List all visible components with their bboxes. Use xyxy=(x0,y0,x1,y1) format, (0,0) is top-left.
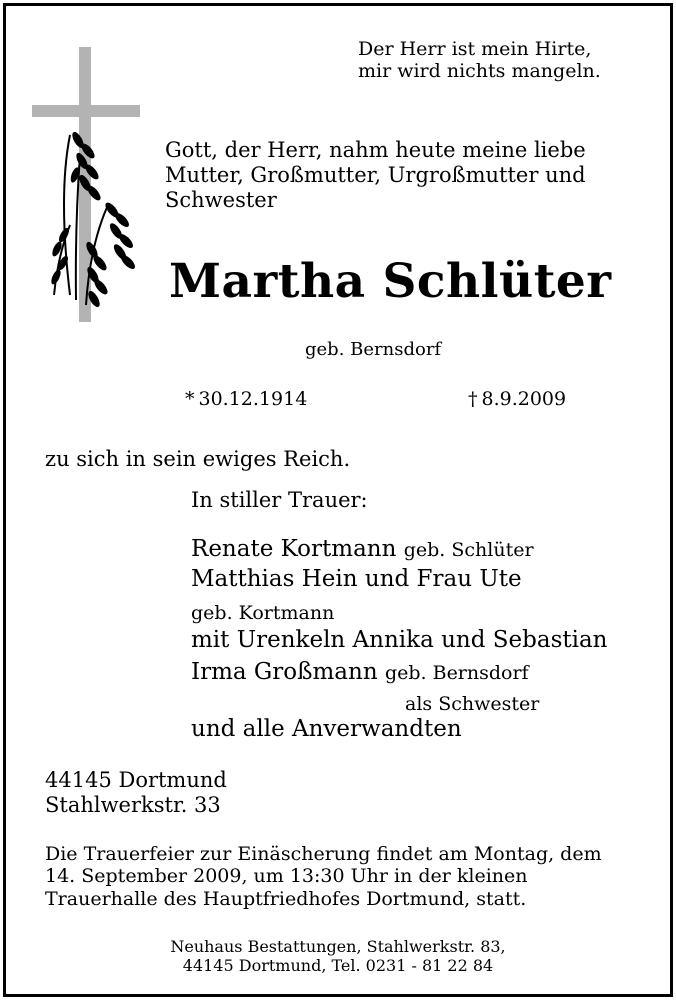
mourner-ute-maiden xyxy=(191,599,334,626)
cross-with-wheat-icon xyxy=(30,45,145,325)
birth-date-value: 30.12.1914 xyxy=(198,388,308,410)
mourner-irma-maiden: geb. Bernsdorf xyxy=(384,662,529,684)
mourner-renate-maiden: geb. Schlüter xyxy=(403,539,534,561)
death-date-value: 8.9.2009 xyxy=(481,388,567,410)
ceremony-line-2: 14. September 2009, um 13:30 Uhr in der kleinen xyxy=(45,865,528,888)
intro-line-3: Schwester xyxy=(165,187,277,212)
undertaker-line-2: 44145 Dortmund, Tel. 0231 - 81 22 84 xyxy=(182,955,494,975)
intro-line-1: Gott, der Herr, nahm heute meine liebe xyxy=(165,138,586,162)
cross-horizontal-beam xyxy=(32,105,140,117)
intro-line-2: Mutter, Großmutter, Urgroßmutter und xyxy=(165,162,586,187)
mourner-renate-name: Renate Kortmann xyxy=(191,536,397,562)
mourning-heading: In stiller Trauer: xyxy=(191,488,368,512)
psalm-verse-line-1: Der Herr ist mein Hirte, xyxy=(358,38,592,60)
wheat-ears xyxy=(49,130,137,309)
address-street: Stahlwerkstr. 33 xyxy=(45,792,221,817)
closing-line: zu sich in sein ewiges Reich. xyxy=(45,447,351,471)
mourner-renate xyxy=(191,536,534,563)
mourner-grandchildren: mit Urenkeln Annika und Sebastian xyxy=(191,627,608,653)
ceremony-notice xyxy=(45,843,602,910)
intro-text xyxy=(165,138,586,212)
deceased-name: Martha Schlüter xyxy=(169,254,612,309)
maiden-name: geb. Bernsdorf xyxy=(305,339,442,360)
psalm-verse xyxy=(358,38,601,83)
mourner-irma-name: Irma Großmann xyxy=(191,659,378,685)
undertaker-line-1: Neuhaus Bestattungen, Stahlwerkstr. 83, xyxy=(170,937,506,956)
birth-date xyxy=(185,388,307,410)
death-cross-icon: † xyxy=(468,388,478,410)
mourner-relatives: und alle Anverwandten xyxy=(191,716,462,742)
mourner-matthias: Matthias Hein und Frau Ute xyxy=(191,566,522,592)
mourner-ute-maiden-text: geb. Kortmann xyxy=(191,602,335,624)
family-address xyxy=(45,768,227,818)
psalm-verse-line-2: mir wird nichts mangeln. xyxy=(358,60,601,83)
death-date xyxy=(468,388,566,410)
mourner-irma-role xyxy=(405,690,539,717)
ceremony-line-1: Die Trauerfeier zur Einäscherung findet am Montag, dem xyxy=(45,843,602,865)
address-city: 44145 Dortmund xyxy=(45,768,227,792)
ceremony-line-3: Trauerhalle des Hauptfriedhofes Dortmund, statt. xyxy=(45,887,527,910)
birth-star-icon: * xyxy=(185,388,195,410)
undertaker-info xyxy=(0,938,676,976)
mourner-irma-role-text: als Schwester xyxy=(405,693,540,715)
mourner-irma xyxy=(191,659,529,686)
